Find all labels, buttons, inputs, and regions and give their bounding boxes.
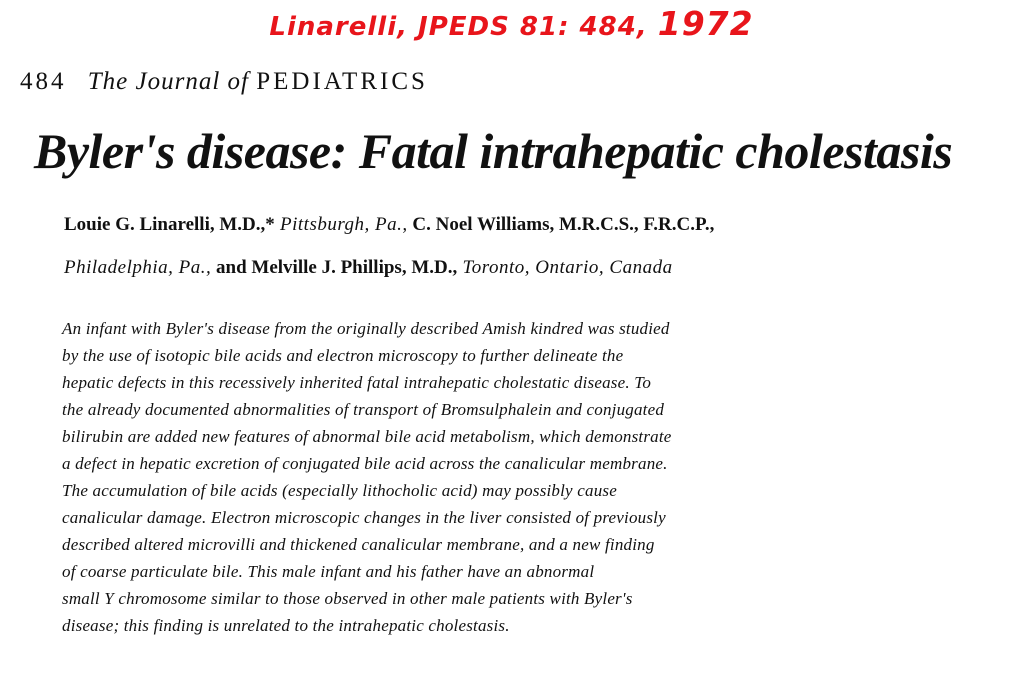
affiliation-toronto: Toronto, Ontario, Canada [457,257,673,278]
citation-header [0,4,1023,43]
abstract-line: a defect in hepatic excretion of conjugated bile acid across the canalicular membrane. [62,454,668,473]
abstract-line: canalicular damage. Electron microscopic changes in the liver consisted of previously [62,508,666,527]
abstract-line: the already documented abnormalities of transport of Bromsulphalein and conjugated [62,400,665,419]
abstract-line: The accumulation of bile acids (especially lithocholic acid) may possibly cause [62,481,617,500]
abstract-line: hepatic defects in this recessively inherited fatal intrahepatic cholestatic disease. To [62,373,652,392]
abstract-line: of coarse particulate bile. This male infant and his father have an abnormal [62,562,595,581]
author-phillips: and Melville J. Phillips, M.D., [211,257,458,278]
authors-line-1 [64,214,714,236]
author-williams: C. Noel Williams, M.R.C.S., F.R.C.P., [407,214,715,235]
abstract-line: small Y chromosome similar to those observed in other male patients with Byler's [62,589,633,608]
article-title: Byler's disease: Fatal intrahepatic cholestasis [34,123,953,179]
abstract-line: by the use of isotopic bile acids and electron microscopy to further delineate the [62,346,624,365]
affiliation-philadelphia: Philadelphia, Pa., [64,257,212,278]
affiliation-pittsburgh: Pittsburgh, Pa., [274,214,408,235]
citation-year: 1972 [657,4,754,43]
author-linarelli: Louie G. Linarelli, M.D.,* [64,214,275,235]
abstract-line: bilirubin are added new features of abnormal bile acid metabolism, which demonstrate [62,427,672,446]
running-head [20,68,428,96]
citation-text: Linarelli, JPEDS 81: 484, [269,12,648,42]
abstract-line: described altered microvilli and thickened canalicular membrane, and a new finding [62,535,655,554]
authors-line-2 [64,257,673,279]
abstract-line: An infant with Byler's disease from the originally described Amish kindred was studied [62,319,670,338]
journal-prefix: The Journal of [87,68,249,95]
abstract-line: disease; this finding is unrelated to the intrahepatic cholestasis. [62,616,510,635]
page-number: 484 [20,68,67,95]
journal-name: PEDIATRICS [256,68,428,95]
